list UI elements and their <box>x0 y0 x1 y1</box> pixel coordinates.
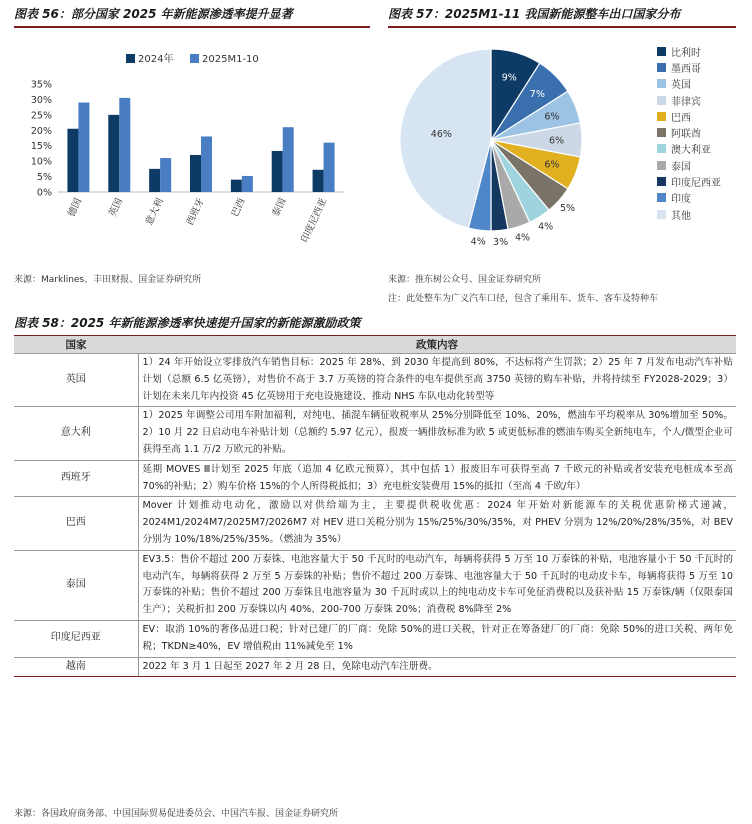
pie-label-4: 6% <box>544 159 560 171</box>
bar-groups <box>67 98 334 192</box>
table-row <box>14 354 736 407</box>
bar-x-labels <box>65 196 329 245</box>
policy-cell: 2022 年 3 月 1 日起至 2027 年 2 月 28 日，免除电动汽车注册费。 <box>138 657 736 677</box>
pie-legend-swatch <box>657 96 666 105</box>
policy-cell: EV3.5：售价不超过 200 万泰铢、电池容量大于 50 千瓦时的电动汽车，每辆将获得 5 万至 10 万泰铢的补贴，电池容量小于 50 千瓦时的电动汽车，每辆将获得 2 万至 5 万泰铢的补贴；售价不超过 200 万泰铢、电池容量大于 50 千瓦时的电动皮卡车，每辆将获得 5 万至 10 万泰铢的补贴；售价不超过 200 万泰铢且电池容量为 30 千瓦时或以上的纯电动皮卡车可免征消费税以及获补贴 15 万泰铢/辆（仅限泰国生产）；关税折扣 200 万泰铢以内 40%、200-700 万泰铢 20%；消费税 8%降至 2% <box>138 550 736 620</box>
x-tick-label: 印度尼西亚 <box>299 196 330 245</box>
pie-legend-swatch <box>657 79 666 88</box>
pie-legend-swatch <box>657 128 666 137</box>
fig57-title: 图表 57：2025M1-11 我国新能源整车出口国家分布 <box>388 7 681 21</box>
bar-2025-5 <box>283 127 294 192</box>
table-row <box>14 657 736 677</box>
bar-legend <box>126 52 259 65</box>
legend-swatch-2025 <box>190 54 199 63</box>
fig58-title: 图表 58：2025 年新能源渗透率快速提升国家的新能源激励政策 <box>14 316 361 330</box>
fig56-source: 来源：Marklines、丰田财报、国金证券研究所 <box>14 275 202 285</box>
pie-legend-swatch <box>657 112 666 121</box>
pie-legend-label: 墨西哥 <box>671 63 701 75</box>
table-row <box>14 460 736 497</box>
country-cell: 意大利 <box>14 407 138 460</box>
y-tick-label: 30% <box>30 94 52 106</box>
pie-legend-label: 英国 <box>671 80 691 92</box>
pie-label-6: 4% <box>538 221 554 233</box>
pie-legend-label: 其他 <box>671 210 691 222</box>
x-tick-label: 巴西 <box>229 196 248 219</box>
bar-2025-1 <box>119 98 130 192</box>
penetration-bar-chart <box>14 40 370 260</box>
y-tick-label: 5% <box>36 172 52 184</box>
policy-cell: 1）2025 年调整公司用车附加福利，对纯电、插混车辆征收税率从 25%分别降低至 10%、20%，燃油车平均税率从 30%增加至 50%。2）10 月 22 日启动电车补贴计划（总额约 5.97 亿元），报废一辆排放标准为欧 5 或更低标准的燃油车购买全新纯电车，个人/微型企业可获得至高 1.1 万/2 万欧元的补贴。 <box>138 407 736 460</box>
pie-legend-label: 印度 <box>671 194 691 206</box>
pie-legend-item <box>657 43 721 59</box>
pie-label-0: 9% <box>501 72 517 84</box>
header-country: 国家 <box>14 336 138 354</box>
y-tick-label: 15% <box>30 141 52 153</box>
country-cell: 越南 <box>14 657 138 677</box>
bar-2024-5 <box>272 151 283 192</box>
pie-legend-swatch <box>657 193 666 202</box>
pie-legend-swatch <box>657 63 666 72</box>
pie-legend-label: 菲律宾 <box>671 96 701 108</box>
pie-legend-swatch <box>657 210 666 219</box>
pie-legend-label: 阿联酋 <box>671 129 701 141</box>
pie-legend-swatch <box>657 144 666 153</box>
header-content: 政策内容 <box>138 336 736 354</box>
country-cell: 英国 <box>14 354 138 407</box>
table-row <box>14 550 736 620</box>
pie-label-8: 3% <box>493 237 509 249</box>
fig57-source: 来源：推东树公众号、国金证券研究所 <box>388 275 542 285</box>
pie-legend-item <box>657 59 721 75</box>
pie-legend-item <box>657 157 721 173</box>
export-pie-chart <box>388 40 648 249</box>
fig57-title-rule <box>388 26 736 28</box>
policy-table-header <box>14 336 736 354</box>
fig58-source: 来源：各国政府商务部、中国国际贸易促进委员会、中国汽车报、国金证券研究所 <box>14 809 339 819</box>
y-tick-label: 35% <box>30 79 52 91</box>
pie-legend-item <box>657 206 721 222</box>
legend-swatch-2024 <box>126 54 135 63</box>
bar-2024-4 <box>231 180 242 192</box>
legend-label-2024: 2024年 <box>138 54 174 65</box>
pie-legend-item <box>657 141 721 157</box>
pie-legend-item <box>657 76 721 92</box>
pie-label-9: 4% <box>470 236 486 248</box>
table-row <box>14 497 736 550</box>
policy-cell: 延期 MOVES Ⅲ计划至 2025 年底（追加 4 亿欧元预算），其中包括 1）报废旧车可获得至高 7 千欧元的补贴或者安装充电桩成本至高 70%的补贴；2）购车价格 15%的个人所得税抵扣；3）充电桩安装费用 15%的抵扣（至高 4 千欧/年） <box>138 460 736 497</box>
pie-label-5: 5% <box>559 202 576 214</box>
pie-legend-label: 巴西 <box>671 112 691 124</box>
bar-2024-3 <box>190 155 201 192</box>
policy-cell: 1）24 年开始设立零排放汽车销售目标：2025 年 28%、到 2030 年提高到 80%，不达标将产生罚款；2）25 年 7 月发布电动汽车补贴计划（总额 6.5 亿英镑），对售价不高于 3.7 万英镑的符合条件的电车提供至高 3750 英镑的购车补贴，并将持续至 FY2028-2029；3）计划在未来几年内投资 45 亿英镑用于充电设施建设、推动 NHS 车队电动化转型等 <box>138 354 736 407</box>
pie-label-10: 46% <box>430 129 452 141</box>
y-tick-label: 20% <box>30 125 52 137</box>
bar-y-axis <box>31 80 52 199</box>
bar-2025-3 <box>201 136 212 192</box>
pie-legend-label: 印度尼西亚 <box>671 178 721 190</box>
pie-legend-swatch <box>657 161 666 170</box>
bar-2025-2 <box>160 158 171 192</box>
pie-legend-swatch <box>657 47 666 56</box>
table-row <box>14 620 736 657</box>
pie-legend-label: 澳大利亚 <box>671 145 711 157</box>
y-tick-label: 10% <box>30 156 52 168</box>
y-tick-label: 25% <box>30 110 52 122</box>
pie-label-1: 7% <box>529 89 545 101</box>
policy-cell: Mover 计划推动电动化，激励以对供给端为主，主要提供税收优惠：2024 年开始对新能源车的关税优惠阶梯式递减，2024M1/2024M7/2025M7/2026M7 对 HEV 进口关税分别为 15%/25%/30%/35%，对 PHEV 分别为 12%/20%/28%/35%，对 BEV 分别为 10%/18%/25%/35%。（燃油为 35%） <box>138 497 736 550</box>
pie-legend <box>657 43 721 222</box>
country-cell: 巴西 <box>14 497 138 550</box>
bar-2025-6 <box>324 143 335 192</box>
legend-label-2025: 2025M1-10 <box>202 54 259 65</box>
x-tick-label: 西班牙 <box>184 196 207 228</box>
bar-2024-1 <box>108 115 119 192</box>
pie-legend-item <box>657 92 721 108</box>
country-cell: 印度尼西亚 <box>14 620 138 657</box>
pie-label-2: 6% <box>544 111 560 123</box>
x-tick-label: 德国 <box>66 196 85 219</box>
policy-table <box>14 335 736 677</box>
fig56-title: 图表 56：部分国家 2025 年新能源渗透率提升显著 <box>14 7 293 21</box>
bar-2024-0 <box>67 129 78 192</box>
bar-2025-4 <box>242 176 253 192</box>
pie-label-3: 6% <box>548 135 565 147</box>
pie-legend-item <box>657 190 721 206</box>
pie-label-7: 4% <box>514 232 531 244</box>
bar-2024-2 <box>149 169 160 192</box>
pie-legend-item <box>657 124 721 140</box>
pie-legend-item <box>657 108 721 124</box>
x-tick-label: 意大利 <box>143 196 166 228</box>
policy-cell: EV：取消 10%的奢侈品进口税；针对已建厂的厂商：免除 50%的进口关税，针对正在筹备建厂的厂商：免除 50%的进口关税、两年免税；TKDN≥40%，EV 增值税由 11%减免至 1% <box>138 620 736 657</box>
bar-2024-6 <box>313 170 324 192</box>
pie-legend-item <box>657 173 721 189</box>
y-tick-label: 0% <box>36 187 52 199</box>
pie-legend-label: 比利时 <box>671 47 701 59</box>
fig56-title-rule <box>14 26 370 28</box>
x-tick-label: 泰国 <box>270 196 289 219</box>
country-cell: 西班牙 <box>14 460 138 497</box>
x-tick-label: 英国 <box>106 196 126 219</box>
pie-legend-label: 泰国 <box>671 161 691 173</box>
fig57-note: 注：此处整车为广义汽车口径，包含了乘用车、货车、客车及特种车 <box>388 294 659 304</box>
pie-legend-swatch <box>657 177 666 186</box>
country-cell: 泰国 <box>14 550 138 620</box>
table-row <box>14 407 736 460</box>
bar-2025-0 <box>78 103 89 192</box>
